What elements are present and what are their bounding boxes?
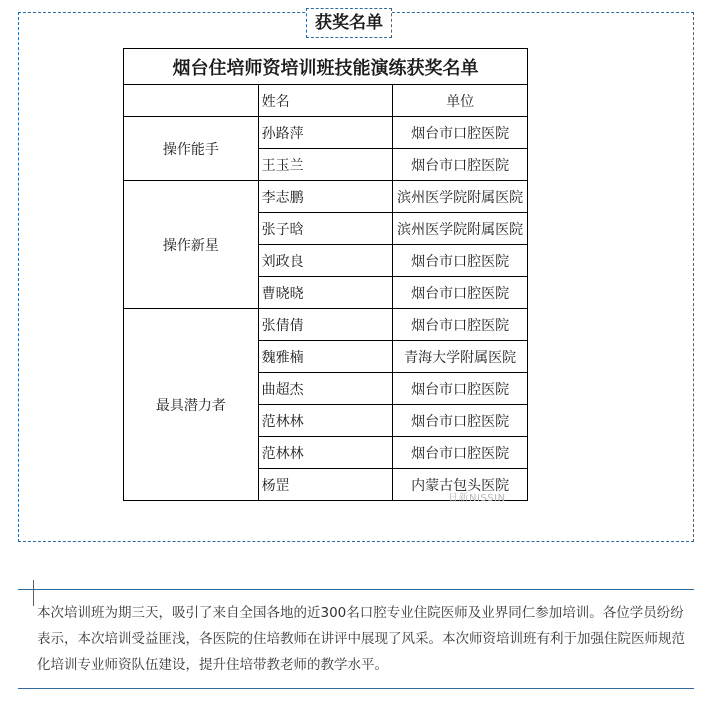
name-cell: 魏雅楠	[258, 341, 393, 373]
name-cell: 李志鹏	[258, 181, 393, 213]
name-cell: 杨罡	[258, 469, 393, 501]
unit-cell: 烟台市口腔医院	[393, 277, 528, 309]
table-row	[124, 117, 528, 149]
unit-cell: 内蒙古包头医院	[393, 469, 528, 501]
table-row	[124, 309, 528, 341]
body-paragraph: 本次培训班为期三天，吸引了来自全国各地的近300名口腔专业住院医师及业界同仁参加培训。各位学员纷纷表示，本次培训受益匪浅，各医院的住培教师在讲评中展现了风采。本次师资培训班有利于加强住院医师规范化培训专业师资队伍建设，提升住培带教老师的教学水平。	[37, 605, 685, 673]
name-cell: 范林林	[258, 405, 393, 437]
unit-cell: 滨州医学院附属医院	[393, 213, 528, 245]
category-cell: 操作能手	[124, 117, 259, 181]
section-divider-bottom	[18, 688, 694, 689]
unit-cell: 烟台市口腔医院	[393, 437, 528, 469]
name-cell: 孙路萍	[258, 117, 393, 149]
section-divider-top	[18, 589, 694, 590]
unit-cell: 烟台市口腔医院	[393, 149, 528, 181]
header-unit: 单位	[393, 85, 528, 117]
unit-cell: 烟台市口腔医院	[393, 405, 528, 437]
name-cell: 范林林	[258, 437, 393, 469]
unit-cell: 青海大学附属医院	[393, 341, 528, 373]
table-header-row	[124, 85, 528, 117]
name-cell: 张子晗	[258, 213, 393, 245]
unit-cell: 烟台市口腔医院	[393, 309, 528, 341]
name-cell: 曹晓晓	[258, 277, 393, 309]
table-title-row	[124, 49, 528, 85]
unit-cell: 烟台市口腔医院	[393, 373, 528, 405]
name-cell: 王玉兰	[258, 149, 393, 181]
category-cell: 最具潜力者	[124, 309, 259, 501]
table-title: 烟台住培师资培训班技能演练获奖名单	[124, 49, 528, 85]
category-cell: 操作新星	[124, 181, 259, 309]
section-divider-tick	[33, 580, 34, 606]
award-table	[123, 48, 528, 501]
name-cell: 曲超杰	[258, 373, 393, 405]
name-cell: 刘政良	[258, 245, 393, 277]
header-name: 姓名	[258, 85, 393, 117]
unit-cell: 烟台市口腔医院	[393, 245, 528, 277]
card-title: 获奖名单	[306, 8, 392, 38]
table-row	[124, 181, 528, 213]
unit-cell: 烟台市口腔医院	[393, 117, 528, 149]
watermark-logo: 日新NISSIN	[448, 493, 506, 504]
name-cell: 张倩倩	[258, 309, 393, 341]
unit-cell: 滨州医学院附属医院	[393, 181, 528, 213]
header-category	[124, 85, 259, 117]
